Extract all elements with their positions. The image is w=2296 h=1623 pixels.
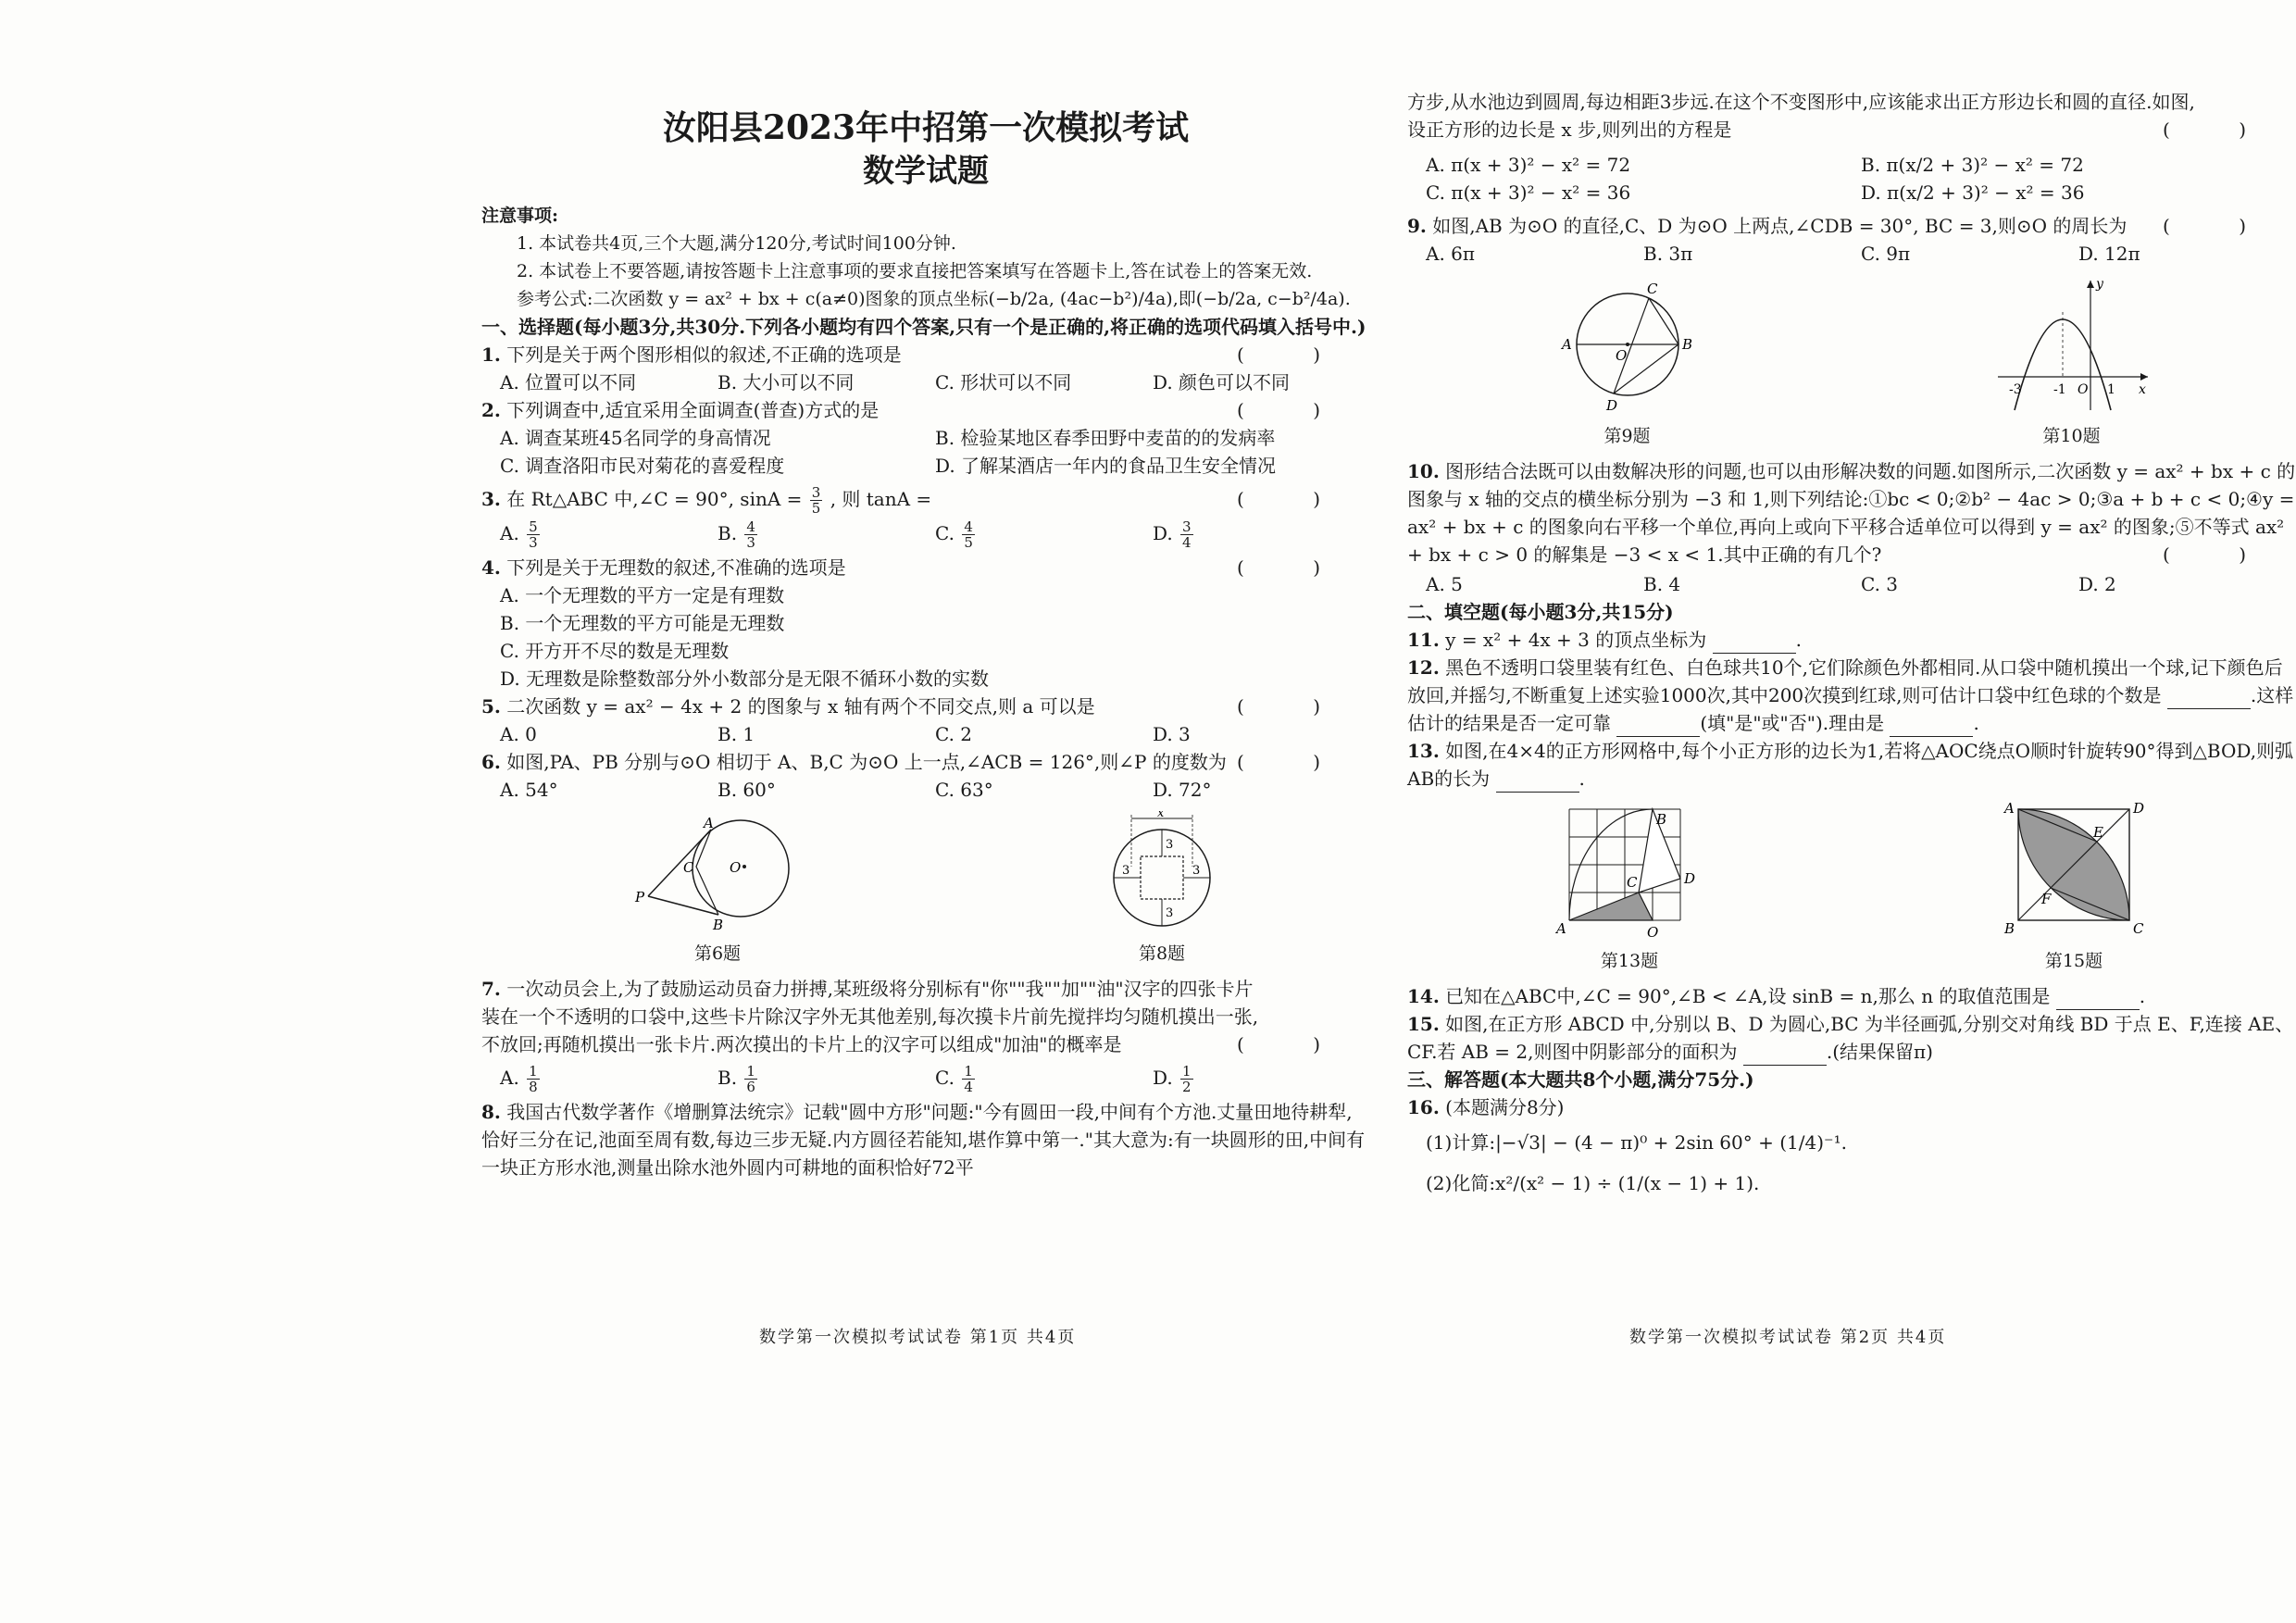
label-origin: O — [2077, 382, 2088, 397]
label-b: B — [1681, 336, 1692, 353]
question-11 — [1407, 626, 2296, 654]
notice-2: 2. 本试卷上不要答题,请按答题卡上注意事项的要求直接把答案填写在答题卡上,答在试卷上的答案无效. — [517, 261, 1313, 281]
stem-mid: .这样估计的结果是否一定可靠 — [1407, 684, 2294, 734]
label-c: C — [683, 859, 694, 876]
option-a: A. 一个无理数的平方一定是有理数 — [500, 584, 785, 606]
option-d: D. $\frac{1}{2}$ — [1153, 1063, 1192, 1095]
question-stem: 下列是关于两个图形相似的叙述,不正确的选项是 — [506, 343, 902, 366]
figures-6-8 — [481, 811, 1370, 968]
page-2 — [1407, 88, 2296, 1197]
label-a: A — [1556, 920, 1566, 937]
label-d: D — [1605, 397, 1617, 414]
label-3-right: 3 — [1192, 864, 1201, 878]
answer-blank — [1743, 1046, 1827, 1066]
option-b: B. 4 — [1643, 573, 1681, 595]
page-1-footer: 数学第一次模拟考试试卷 第1页 共4页 — [759, 1328, 1077, 1347]
option-b: B. 一个无理数的平方可能是无理数 — [500, 612, 785, 634]
label-e: E — [2093, 824, 2103, 841]
stem-end: . — [2139, 985, 2146, 1007]
answer-blank — [2056, 991, 2140, 1010]
square-arcs-diagram — [1995, 800, 2152, 939]
question-14 — [1407, 982, 2296, 1010]
label-d: D — [1684, 870, 1696, 887]
figure-8 — [1102, 811, 1222, 968]
figure-caption: 第13题 — [1600, 951, 1659, 971]
figure-caption: 第10题 — [2042, 426, 2101, 446]
option-b: B. 60° — [718, 779, 776, 801]
answer-blank — [1496, 773, 1579, 793]
question-number: 13. — [1407, 740, 1440, 762]
label-b: B — [713, 917, 724, 931]
parabola-graph — [1989, 275, 2155, 414]
question-number: 4. — [481, 556, 501, 579]
question-13 — [1407, 737, 2296, 793]
question-stem: 方步,从水池边到圆周,每边相距3步远.在这个不变图形中,应该能求出正方形边长和圆的直径.如图,设正方形的边长是 x 步,则列出的方程是 — [1407, 91, 2195, 141]
options-q5 — [481, 720, 1370, 748]
option-c: C. 调查洛阳市民对菊花的喜爱程度 — [500, 455, 785, 477]
label-a: A — [1561, 336, 1572, 353]
section-2-heading: 二、填空题(每小题3分,共15分) — [1407, 601, 1674, 623]
label-a: A — [2004, 800, 2015, 817]
question-stem-end: , 则 tanA = — [830, 488, 932, 510]
question-number: 12. — [1407, 656, 1440, 679]
options-q9 — [1407, 240, 2296, 268]
answer-paren: ( ) — [1237, 695, 1352, 718]
option-c: C. 63° — [935, 779, 993, 801]
answer-blank — [1713, 634, 1796, 654]
option-d: D. 72° — [1153, 779, 1212, 801]
option-b: B. 大小可以不同 — [718, 371, 855, 393]
label-c: C — [2133, 920, 2144, 937]
option-a: A. π(x + 3)² − x² = 72 — [1426, 154, 1631, 176]
options-q2 — [481, 424, 1370, 480]
answer-paren: ( ) — [1237, 751, 1352, 773]
option-a: A. 位置可以不同 — [500, 371, 637, 393]
options-q7 — [481, 1064, 1370, 1094]
question-15 — [1407, 1010, 2296, 1066]
option-c: C. 3 — [1861, 573, 1899, 595]
answer-paren: ( ) — [1237, 556, 1352, 579]
option-c: C. 2 — [935, 723, 973, 745]
label-p: P — [635, 889, 645, 905]
option-b: B. 3π — [1643, 243, 1693, 265]
options-q6 — [481, 776, 1370, 804]
stem-end: . — [1578, 768, 1585, 790]
label-c: C — [1627, 874, 1638, 891]
options-q10 — [1407, 570, 2296, 598]
option-d: D. π(x/2 + 3)² − x² = 36 — [1861, 181, 2085, 204]
question-2 — [481, 396, 1370, 424]
answer-blank — [1890, 718, 1973, 737]
question-16 — [1407, 1093, 2296, 1121]
question-number: 9. — [1407, 215, 1427, 237]
tangent-circle-diagram — [630, 811, 805, 931]
option-a: A. $\frac{1}{8}$ — [500, 1063, 538, 1095]
option-b: B. $\frac{1}{6}$ — [718, 1063, 755, 1095]
figure-caption: 第9题 — [1603, 426, 1651, 446]
exam-title: 汝阳县2023年中招第一次模拟考试 — [662, 108, 1190, 147]
option-a: A. 6π — [1426, 243, 1476, 265]
question-stem: 如图,AB 为⊙O 的直径,C、D 为⊙O 上两点,∠CDB = 30°, BC = 3,则⊙O 的周长为 — [1432, 215, 2128, 237]
figure-caption: 第15题 — [2044, 951, 2103, 971]
label-o: O — [1615, 347, 1627, 364]
label-x: x — [2138, 382, 2146, 397]
page-1 — [481, 83, 1370, 1181]
question-stem: 已知在△ABC中,∠C = 90°,∠B < ∠A,设 sinB = n,那么 n 的取值范围是 — [1445, 985, 2051, 1007]
label-c: C — [1646, 281, 1657, 297]
option-a: A. 5 — [1426, 573, 1463, 595]
option-c: C. 形状可以不同 — [935, 371, 1072, 393]
question-stem: 二次函数 y = ax² − 4x + 2 的图象与 x 轴有两个不同交点,则 a 可以是 — [506, 695, 1095, 718]
question-16-part-2: (2)化简:x²/(x² − 1) ÷ (1/(x − 1) + 1). — [1426, 1172, 1760, 1194]
question-9 — [1407, 212, 2296, 240]
answer-paren: ( ) — [2163, 119, 2277, 141]
option-c: C. $\frac{4}{5}$ — [935, 518, 973, 551]
question-stem: 我国古代数学著作《增删算法统宗》记载"圆中方形"问题:"今有圆田一段,中间有个方池.丈量田地待耕犁,恰好三分在记,池面至周有数,每边三步无疑.内方圆径若能知,堪作算中第一."其大意为:有一块圆形的田,中间有一块正方形水池,测量出除水池外圆内可耕地的面积恰好72平 — [481, 1101, 1366, 1179]
question-3 — [481, 485, 1370, 516]
notice-title: 注意事项: — [481, 206, 559, 226]
option-c: C. 开方开不尽的数是无理数 — [500, 640, 730, 662]
figure-6 — [630, 811, 805, 968]
figure-13 — [1551, 800, 1708, 975]
stem-mid2: (填"是"或"否").理由是 — [1700, 712, 1885, 734]
label-3-bottom: 3 — [1166, 906, 1174, 920]
square-in-circle-diagram — [1102, 811, 1222, 931]
question-stem: 下列是关于无理数的叙述,不准确的选项是 — [506, 556, 846, 579]
answer-paren: ( ) — [1237, 343, 1352, 366]
question-5 — [481, 693, 1370, 720]
stem-end: . — [1973, 712, 1979, 734]
option-c: C. π(x + 3)² − x² = 36 — [1426, 181, 1631, 204]
question-number: 3. — [481, 488, 501, 510]
question-stem: y = x² + 4x + 3 的顶点坐标为 — [1445, 629, 1707, 651]
question-stem: 如图,在正方形 ABCD 中,分别以 B、D 为圆心,BC 为半径画弧,分别交对角线 BD 于点 E、F,连接 AE、CF.若 AB = 2,则图中阴影部分的面积为 — [1407, 1013, 2294, 1063]
option-a: A. 调查某班45名同学的身高情况 — [500, 427, 771, 449]
options-q8 — [1407, 151, 2296, 206]
figure-caption: 第8题 — [1138, 943, 1186, 964]
question-16-part-1: (1)计算:|−√3| − (4 − π)⁰ + 2sin 60° + (1/4)⁻¹. — [1426, 1131, 1847, 1154]
stem-end: . — [1795, 629, 1802, 651]
option-d: D. 了解某酒店一年内的食品卫生安全情况 — [935, 455, 1277, 477]
label-x: x — [1157, 811, 1165, 820]
question-stem: 如图,PA、PB 分别与⊙O 相切于 A、B,C 为⊙O 上一点,∠ACB = 126°,则∠P 的度数为 — [506, 751, 1227, 773]
question-number: 6. — [481, 751, 501, 773]
option-b: B. 检验某地区春季田野中麦苗的的发病率 — [935, 427, 1276, 449]
option-a: A. 0 — [500, 723, 537, 745]
stem-end: .(结果保留π) — [1826, 1041, 1933, 1063]
answer-blank — [1616, 718, 1700, 737]
figure-caption: 第6题 — [693, 943, 742, 964]
question-stem: 图形结合法既可以由数解决形的问题,也可以由形解决数的问题.如图所示,二次函数 y = ax² + bx + c 的图象与 x 轴的交点的横坐标分别为 −3 和 1,则下列结论:①bc < 0;②b² − 4ac > 0;③a + b + c < 0;④y = ax² + bx + c 的图象向右平移一个单位,再向上或向下平移合适单位可以得到 y = ax² 的图象;⑤不等式 ax² + bx + c > 0 的解集是 −3 < x < 1.其中正确的有几个? — [1407, 460, 2296, 566]
option-d: D. 2 — [2078, 573, 2116, 595]
label-minus-3: -3 — [2008, 382, 2022, 397]
question-number: 10. — [1407, 460, 1440, 482]
question-number: 8. — [481, 1101, 501, 1123]
exam-subtitle: 数学试题 — [863, 153, 989, 190]
option-b: B. 1 — [718, 723, 755, 745]
answer-paren: ( ) — [1237, 488, 1352, 510]
option-a: A. $\frac{5}{3}$ — [500, 518, 538, 551]
answer-paren: ( ) — [1237, 1033, 1352, 1055]
label-f: F — [2041, 891, 2052, 907]
answer-blank — [2167, 690, 2251, 709]
question-number: 5. — [481, 695, 501, 718]
question-12 — [1407, 654, 2296, 737]
option-d: D. 3 — [1153, 723, 1191, 745]
figure-9 — [1549, 275, 1706, 450]
label-b: B — [1656, 811, 1667, 828]
question-number: 14. — [1407, 985, 1440, 1007]
section-1-heading: 一、选择题(每小题3分,共30分.下列各小题均有四个答案,只有一个是正确的,将正确的选项代码填入括号中.) — [481, 316, 1366, 338]
grid-rotation-diagram — [1551, 800, 1708, 939]
options-q1 — [481, 368, 1370, 396]
label-o: O — [1647, 924, 1659, 939]
label-a: A — [704, 815, 714, 831]
option-d: D. 12π — [2078, 243, 2140, 265]
option-c: C. 9π — [1861, 243, 1911, 265]
question-stem: 黑色不透明口袋里装有红色、白色球共10个,它们除颜色外都相同.从口袋中随机摸出一个球,记下颜色后放回,并摇匀,不断重复上述实验1000次,其中200次摸到红球,则可估计口袋中红色球的个数是 — [1407, 656, 2283, 706]
label-minus-1: -1 — [2053, 382, 2066, 397]
denominator: 5 — [811, 500, 821, 517]
question-4 — [481, 554, 1370, 581]
label-y: y — [2095, 277, 2103, 292]
option-c: C. $\frac{1}{4}$ — [935, 1063, 973, 1095]
answer-paren: ( ) — [2163, 543, 2277, 566]
question-number: 15. — [1407, 1013, 1440, 1035]
option-b: B. $\frac{4}{3}$ — [718, 518, 755, 551]
question-stem: 一次动员会上,为了鼓励运动员奋力拼搏,某班级将分别标有"你""我""加""油"汉字的四张卡片装在一个不透明的口袋中,这些卡片除汉字外无其他差别,每次摸卡片前先搅拌均匀随机摸出一张,不放回;再随机摸出一张卡片.两次摸出的卡片上的汉字可以组成"加油"的概率是 — [481, 978, 1259, 1055]
circle-diameter-diagram — [1549, 275, 1706, 414]
question-stem: (本题满分8分) — [1445, 1096, 1565, 1118]
question-number: 16. — [1407, 1096, 1440, 1118]
label-3-left: 3 — [1122, 864, 1130, 878]
notice-1: 1. 本试卷共4页,三个大题,满分120分,考试时间100分钟. — [517, 233, 956, 254]
numerator: 3 — [811, 484, 821, 501]
option-d: D. $\frac{3}{4}$ — [1153, 518, 1192, 551]
fraction — [810, 485, 823, 516]
label-b: B — [2004, 920, 2015, 937]
question-6 — [481, 748, 1370, 776]
question-stem: 如图,在4×4的正方形网格中,每个小正方形的边长为1,若将△AOC绕点O顺时针旋转90°得到△BOD,则弧AB的长为 — [1407, 740, 2294, 790]
question-number: 11. — [1407, 629, 1440, 651]
question-1 — [481, 341, 1370, 368]
label-1: 1 — [2106, 382, 2115, 397]
figure-10 — [1989, 275, 2155, 450]
options-q3 — [481, 519, 1370, 550]
figures-9-10 — [1407, 275, 2296, 450]
option-d: D. 无理数是除整数部分外小数部分是无限不循环小数的实数 — [500, 668, 990, 690]
figures-13-15 — [1407, 800, 2296, 975]
answer-paren: ( ) — [2163, 215, 2277, 237]
answer-paren: ( ) — [1237, 399, 1352, 421]
option-d: D. 颜色可以不同 — [1153, 371, 1291, 393]
question-number: 1. — [481, 343, 501, 366]
figure-15 — [1995, 800, 2152, 975]
label-o: O — [730, 859, 742, 876]
question-number: 7. — [481, 978, 501, 1000]
label-3-top: 3 — [1166, 838, 1174, 852]
section-3-heading: 三、解答题(本大题共8个小题,满分75分.) — [1407, 1068, 1754, 1091]
option-b: B. π(x/2 + 3)² − x² = 72 — [1861, 154, 2084, 176]
question-stem: 下列调查中,适宜采用全面调查(普查)方式的是 — [506, 399, 880, 421]
reference-formula: 参考公式:二次函数 y = ax² + bx + c(a≠0)图象的顶点坐标(−b/2a, (4ac−b²)/4a),即(−b/2a, c−b²/4a). — [517, 289, 1351, 309]
option-a: A. 54° — [500, 779, 558, 801]
page-2-footer: 数学第一次模拟考试试卷 第2页 共4页 — [1629, 1328, 1947, 1347]
question-8 — [481, 1098, 1370, 1181]
question-stem: 在 Rt△ABC 中,∠C = 90°, sinA = — [506, 488, 803, 510]
label-d: D — [2133, 800, 2145, 817]
question-number: 2. — [481, 399, 501, 421]
